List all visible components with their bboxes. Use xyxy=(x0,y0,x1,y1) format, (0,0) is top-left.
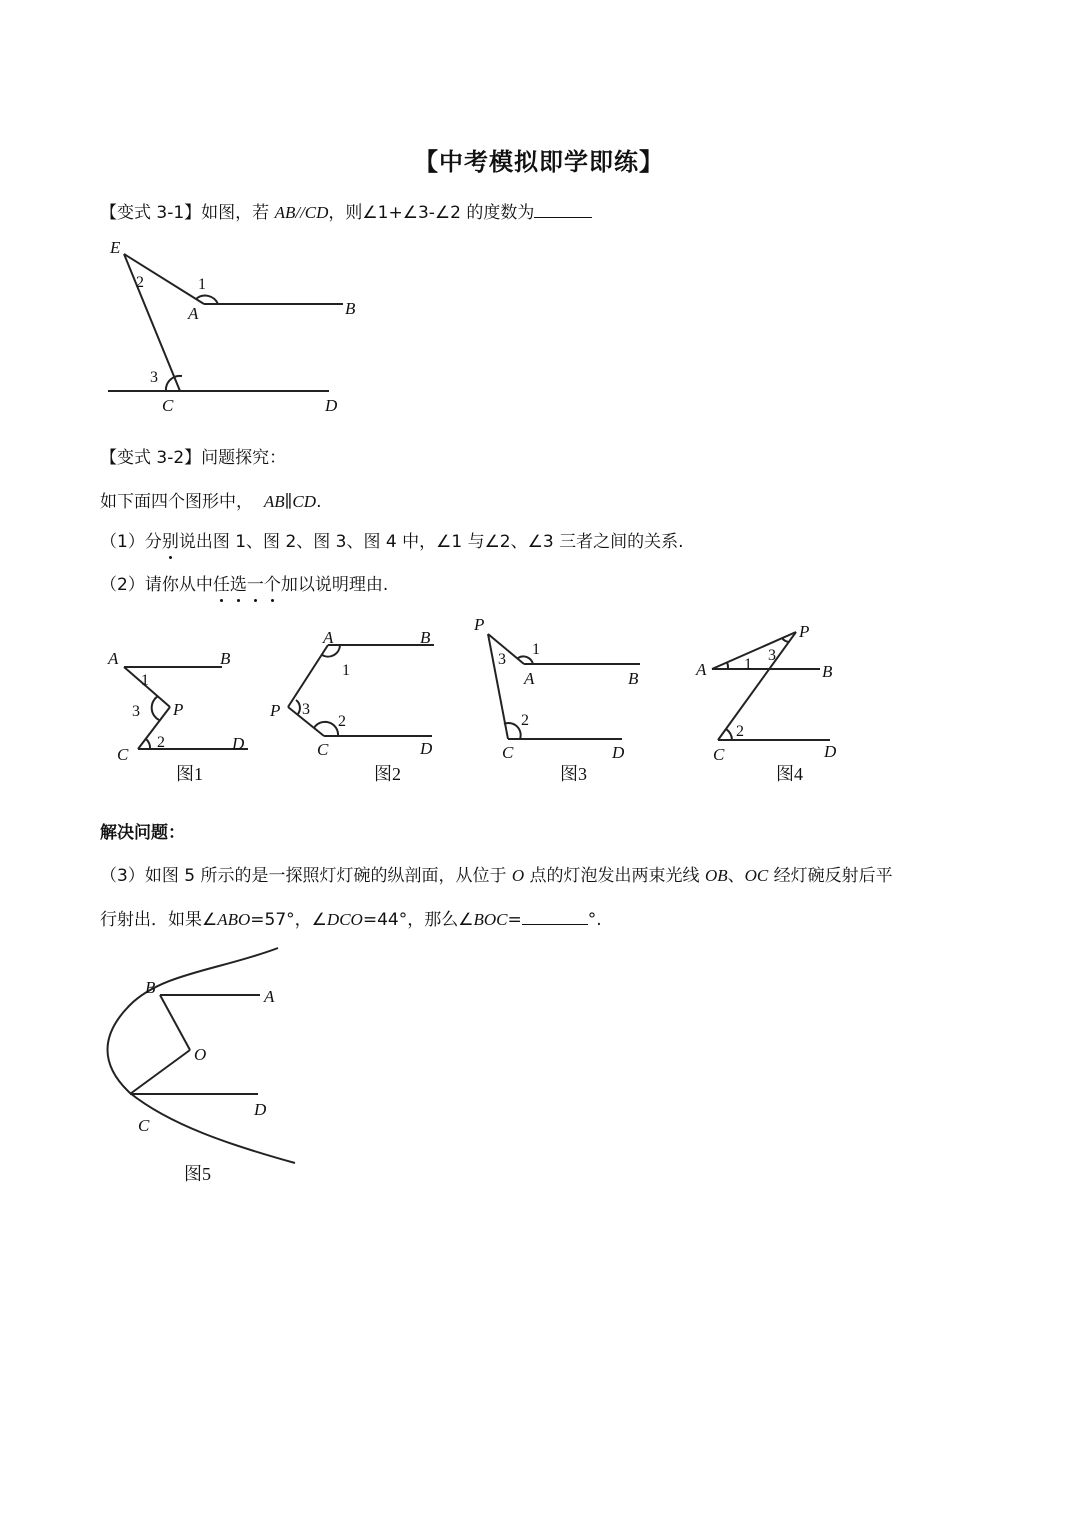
figure-4 xyxy=(695,622,837,784)
ray-bo xyxy=(160,995,190,1050)
question-3-2-line1: 如下面四个图形中， AB∥CD. xyxy=(100,492,322,512)
svg-text:1: 1 xyxy=(342,662,350,679)
figure-3-1 xyxy=(100,234,380,419)
label-d: D xyxy=(254,1100,267,1119)
figure-5 xyxy=(100,945,310,1190)
caption-figure-3: 图3 xyxy=(560,764,587,784)
label-e: E xyxy=(110,238,121,257)
svg-text:2: 2 xyxy=(338,713,346,730)
label-b: B xyxy=(145,978,156,997)
angle-1-arc xyxy=(196,296,218,304)
svg-text:B: B xyxy=(822,662,833,681)
label-b: B xyxy=(345,299,356,318)
svg-text:C: C xyxy=(502,743,514,762)
label-3: 3 xyxy=(150,369,158,386)
svg-text:1: 1 xyxy=(141,672,149,689)
solve-heading: 解决问题： xyxy=(100,823,185,843)
svg-text:B: B xyxy=(628,669,639,688)
label-1: 1 xyxy=(198,276,206,293)
caption-figure-4: 图4 xyxy=(776,764,803,784)
label-2: 2 xyxy=(136,274,144,291)
answer-blank[interactable] xyxy=(534,203,592,218)
svg-text:A: A xyxy=(696,660,707,679)
svg-text:2: 2 xyxy=(736,723,744,740)
question-3-2-part1: （1）分别说出图 1、图 2、图 3、图 4 中，∠1 与∠2、∠3 三者之间的关系. xyxy=(100,532,684,552)
svg-text:B: B xyxy=(420,628,431,647)
page-title: 【中考模拟即学即练】 xyxy=(414,148,664,176)
question-3-line1: （3）如图 5 所示的是一探照灯灯碗的纵剖面，从位于 O 点的灯泡发出两束光线 OB、OC 经灯碗反射后平 xyxy=(100,866,893,886)
question-3-line2: 行射出．如果∠ABO=57°，∠DCO=44°，那么∠BOC= °. xyxy=(100,910,602,930)
svg-text:P: P xyxy=(270,701,281,720)
question-3-1: 【变式 3-1】如图，若 AB//CD，则∠1+∠3-∠2 的度数为 xyxy=(100,198,592,223)
label-a: A xyxy=(264,987,275,1006)
svg-text:C: C xyxy=(117,745,129,764)
question-3-2-part2: （2）请你从中任选一个加以说明理由. xyxy=(100,575,389,595)
svg-text:3: 3 xyxy=(498,651,506,668)
figures-1-to-4 xyxy=(100,612,860,792)
question-tag: 【变式 3-2】 xyxy=(100,448,202,468)
svg-text:3: 3 xyxy=(302,701,310,718)
svg-text:P: P xyxy=(474,615,485,634)
svg-text:D: D xyxy=(824,742,837,761)
caption-figure-1: 图1 xyxy=(176,764,203,784)
label-o: O xyxy=(194,1045,207,1064)
svg-text:D: D xyxy=(612,743,625,762)
svg-text:2: 2 xyxy=(521,712,529,729)
svg-text:D: D xyxy=(420,739,433,758)
svg-text:P: P xyxy=(799,622,810,641)
svg-text:1: 1 xyxy=(744,656,752,673)
answer-blank[interactable] xyxy=(522,910,588,925)
svg-text:A: A xyxy=(524,669,535,688)
svg-text:1: 1 xyxy=(532,641,540,658)
ray-oc xyxy=(130,1050,190,1094)
svg-text:A: A xyxy=(108,649,119,668)
figure-3 xyxy=(473,615,640,784)
label-a: A xyxy=(188,304,199,323)
question-3-2-heading: 【变式 3-2】问题探究： xyxy=(100,448,287,468)
svg-text:C: C xyxy=(317,740,329,759)
svg-text:3: 3 xyxy=(132,703,140,720)
label-d: D xyxy=(325,396,338,415)
svg-text:3: 3 xyxy=(768,647,776,664)
figure-2 xyxy=(269,628,434,784)
figure-1 xyxy=(107,649,248,784)
label-c: C xyxy=(162,396,174,415)
caption-figure-2: 图2 xyxy=(374,764,401,784)
caption-figure-5: 图5 xyxy=(184,1164,211,1184)
svg-text:A: A xyxy=(323,628,334,647)
svg-text:D: D xyxy=(232,734,245,753)
svg-text:2: 2 xyxy=(157,734,165,751)
question-tag: 【变式 3-1】 xyxy=(100,203,202,223)
svg-text:P: P xyxy=(173,700,184,719)
svg-text:B: B xyxy=(220,649,231,668)
svg-text:C: C xyxy=(713,745,725,764)
label-c: C xyxy=(138,1116,150,1135)
